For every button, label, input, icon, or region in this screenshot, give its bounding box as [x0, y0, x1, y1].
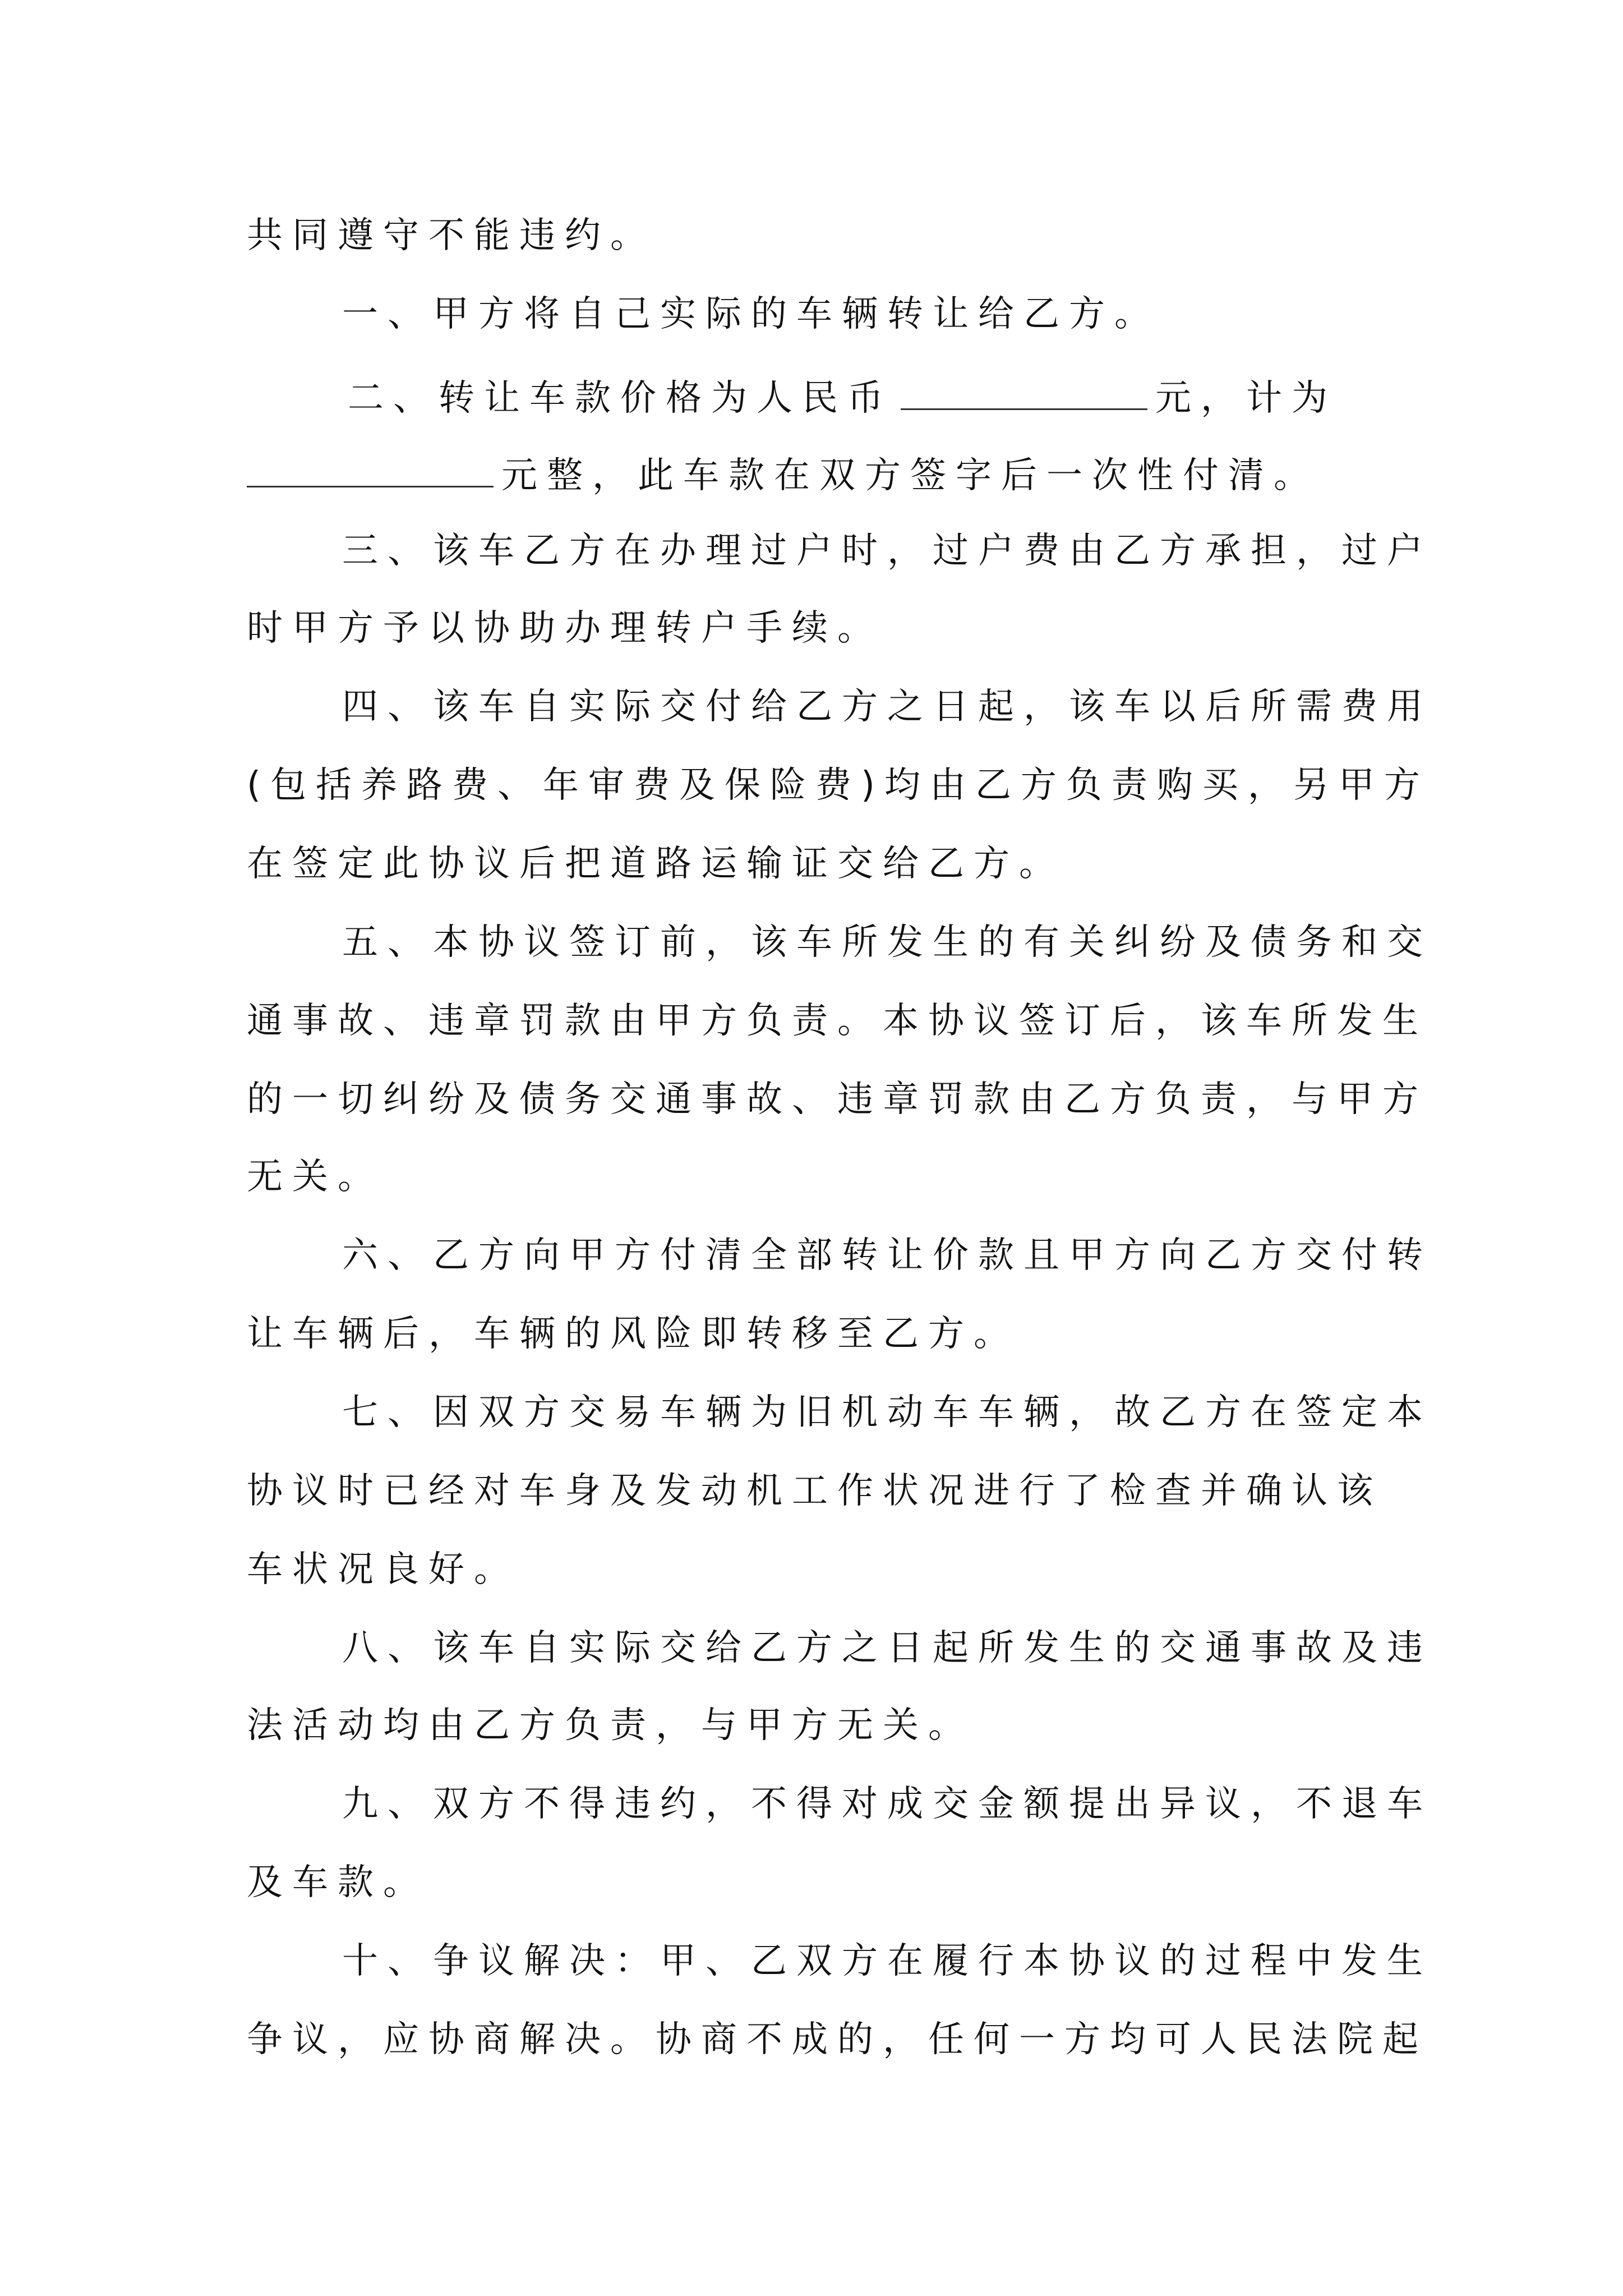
clause-9-line: 及车款。	[247, 1862, 428, 1903]
amount-blank	[247, 447, 494, 487]
clause-5-line: 五、本协议签订前，该车所发生的有关纠纷及债务和交	[342, 922, 1432, 963]
clause-6-line: 让车辆后，车辆的风险即转移至乙方。	[247, 1313, 1019, 1355]
clause-2-text: 二、转让车款价格为人民币	[348, 378, 893, 419]
clause-5-line: 的一切纠纷及债务交通事故、违章罚款由乙方负责，与甲方	[247, 1079, 1428, 1120]
clause-8-line: 八、该车自实际交给乙方之日起所发生的交通事故及违	[342, 1627, 1432, 1669]
clause-7-line: 七、因双方交易车辆为旧机动车车辆，故乙方在签定本	[342, 1392, 1432, 1433]
clause-10-line: 争议，应协商解决。协商不成的，任何一方均可人民法院起	[247, 2019, 1428, 2060]
clause-5-line: 无关。	[247, 1156, 383, 1198]
clause-4-line: (包括养路费、年审费及保险费)均由乙方负责购买，另甲方	[247, 765, 1430, 806]
price-blank	[901, 369, 1147, 410]
clause-2-line	[348, 369, 1337, 424]
clause-3-line: 三、该车乙方在办理过户时，过户费由乙方承担，过户	[342, 530, 1432, 572]
clause-5-line: 通事故、违章罚款由甲方负责。本协议签订后，该车所发生	[247, 1000, 1428, 1042]
clause-4-line: 在签定此协议后把道路运输证交给乙方。	[247, 843, 1064, 885]
clause-7-line: 车状况良好。	[247, 1549, 519, 1590]
clause-6-line: 六、乙方向甲方付清全部转让价款且甲方向乙方交付转	[342, 1235, 1432, 1276]
clause-2-text: 元整，此车款在双方签字后一次性付清。	[501, 455, 1319, 496]
clause-8-line: 法活动均由乙方负责，与甲方无关。	[247, 1705, 974, 1746]
clause-2-line	[247, 447, 1319, 501]
clause-3-line: 时甲方予以协助办理转户手续。	[247, 608, 883, 649]
clause-7-line: 协议时已经对车身及发动机工作状况进行了检查并确认该	[247, 1470, 1382, 1512]
paragraph-line: 共同遵守不能违约。	[247, 215, 656, 256]
clause-9-line: 九、双方不得违约，不得对成交金额提出异议，不退车	[342, 1783, 1432, 1825]
clause-4-line: 四、该车自实际交付给乙方之日起，该车以后所需费用	[342, 686, 1432, 728]
clause-2-text: 元，计为	[1155, 378, 1337, 419]
clause-1-line: 一、甲方将自己实际的车辆转让给乙方。	[342, 293, 1160, 335]
clause-10-line: 十、争议解决：甲、乙双方在履行本协议的过程中发生	[342, 1940, 1432, 1982]
